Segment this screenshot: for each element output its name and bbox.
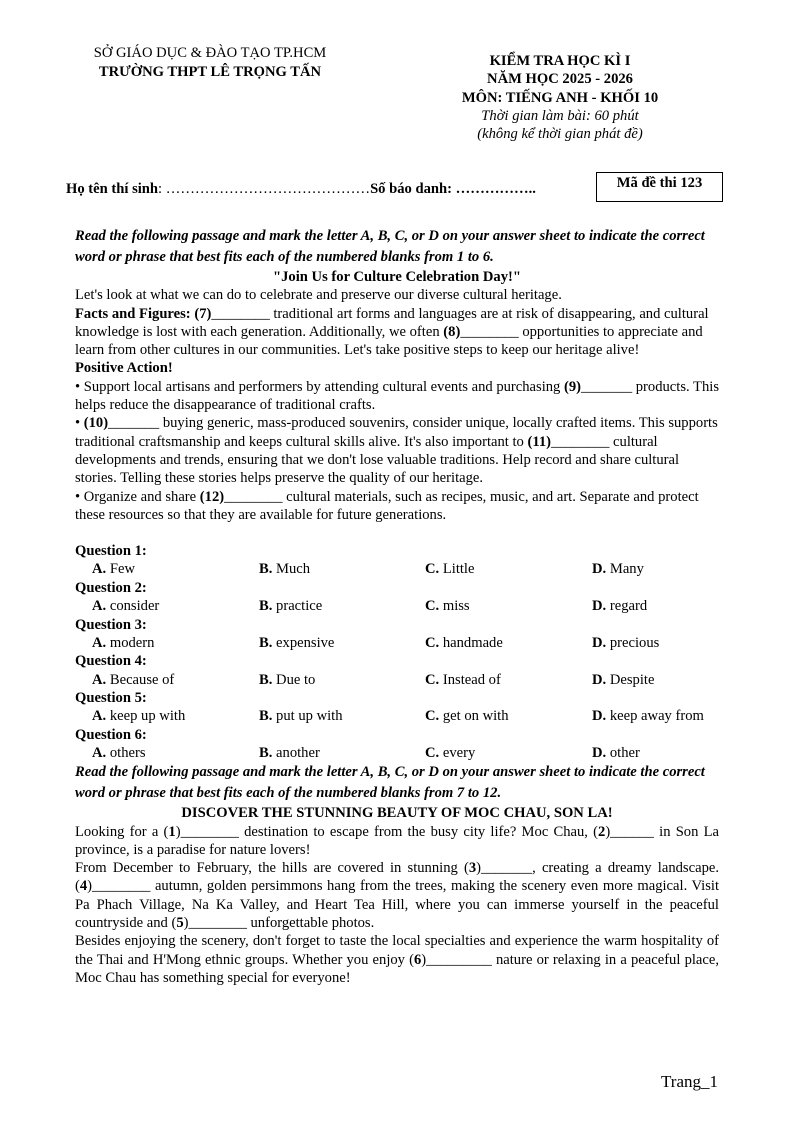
school-year: NĂM HỌC 2025 - 2026	[487, 71, 633, 88]
question-label: Question 6:	[75, 726, 147, 743]
question-block	[75, 726, 719, 763]
part2-paragraph-2: From December to February, the hills are covered in stunning (3)_______, creating a dreamy landscape. (4)________ autumn, golden persimmons hang from the trees, making the scenery even more magical. Visit Pa Phach Village, Na Ka Valley, and Heart Tea Hill, where you can immerse yourself in the peaceful countryside and (5)________ unforgettable photos.	[75, 860, 719, 932]
exam-subject: MÔN: TIẾNG ANH - KHỐI 10	[461, 89, 659, 106]
question-block	[75, 652, 719, 689]
option-b[interactable]: B. another	[259, 744, 320, 761]
blank-11: (11)	[527, 433, 552, 450]
department-name: SỞ GIÁO DỤC & ĐÀO TẠO TP.HCM	[93, 45, 327, 61]
exam-time-note: (không kể thời gian phát đề)	[477, 126, 643, 143]
exam-header	[400, 52, 720, 143]
option-d[interactable]: D. Despite	[592, 671, 655, 688]
option-a[interactable]: A. Few	[92, 561, 135, 578]
blank-9: (9)	[564, 378, 582, 395]
positive-action-label: Positive Action!	[75, 360, 173, 377]
blank-6: 6	[413, 951, 422, 968]
bullet-1-text-b: _______ products. This helps reduce the disappearance of traditional crafts.	[75, 378, 719, 414]
question-block	[75, 542, 719, 579]
bullet-1	[75, 378, 719, 415]
question-block	[75, 579, 719, 616]
school-header	[70, 44, 350, 81]
option-a[interactable]: A. Because of	[92, 671, 175, 688]
facts-text-2: ________ opportunities to appreciate and learn from other cultures in our communities. Let's take positive steps to keep our heritage alive!	[75, 323, 703, 359]
exam-time: Thời gian làm bài: 60 phút	[481, 107, 639, 124]
option-c[interactable]: C. get on with	[425, 708, 509, 725]
exam-content	[75, 226, 719, 987]
question-label: Question 1:	[75, 543, 147, 560]
question-label: Question 3:	[75, 616, 147, 633]
question-label: Question 4:	[75, 653, 147, 670]
bullet-1-text-a: • Support local artisans and performers by attending cultural events and purchasing	[75, 378, 564, 395]
option-d[interactable]: D. keep away from	[592, 708, 704, 725]
blank-2: 2	[598, 823, 606, 840]
blank-12: (12)	[199, 488, 225, 505]
part1-intro: Let's look at what we can do to celebrate and preserve our diverse cultural heritage.	[75, 287, 562, 304]
option-a[interactable]: A. modern	[92, 634, 155, 651]
option-b[interactable]: B. expensive	[259, 634, 335, 651]
question-label: Question 5:	[75, 689, 147, 706]
bullet-2-text-b: ________ cultural developments and trends, ensuring that we don't lose valuable traditions. Help record and share cultural stories. Telling these stories helps preserve the quality of our heritage.	[75, 433, 680, 487]
option-row	[75, 560, 719, 578]
blank-5: 5	[176, 915, 184, 932]
part2-title: DISCOVER THE STUNNING BEAUTY OF MOC CHAU, SON LA!	[181, 805, 613, 822]
blank-10: (10)	[83, 415, 109, 432]
student-info-line	[66, 180, 606, 198]
part1-title: "Join Us for Culture Celebration Day!"	[273, 269, 521, 285]
option-a[interactable]: A. keep up with	[92, 708, 186, 725]
option-b[interactable]: B. put up with	[259, 708, 343, 725]
option-b[interactable]: B. Much	[259, 561, 311, 578]
bullet-2-marker: •	[75, 415, 84, 432]
bullet-2	[75, 414, 719, 487]
option-d[interactable]: D. other	[592, 744, 640, 761]
option-c[interactable]: C. handmade	[425, 634, 503, 651]
bullet-3	[75, 488, 719, 525]
blank-3: 3	[468, 860, 477, 877]
student-id-label: Số báo danh: ……………..	[370, 181, 536, 197]
part1-facts	[75, 305, 719, 360]
blank-8: (8)	[443, 323, 461, 340]
option-a[interactable]: A. consider	[92, 598, 160, 615]
option-row	[75, 634, 719, 652]
option-c[interactable]: C. miss	[425, 598, 470, 615]
option-d[interactable]: D. regard	[592, 598, 648, 615]
bullet-2-text-a: _______ buying generic, mass-produced souvenirs, consider unique, locally crafted items. This supports traditional craftsmanship and keeps cultural skills alive. It's also important to	[75, 415, 718, 450]
student-name-label: Họ tên thí sinh	[66, 181, 159, 197]
part2-paragraph-1: Looking for a (1)________ destination to escape from the busy city life? Moc Chau, (2)______ in Son La province, is a paradise for nature lovers!	[75, 823, 719, 858]
option-c[interactable]: C. Instead of	[425, 671, 501, 688]
student-name-dots: : ……………………………………	[158, 181, 371, 197]
option-row	[75, 707, 719, 725]
option-b[interactable]: B. Due to	[259, 671, 316, 688]
option-row	[75, 744, 719, 762]
blank-4: 4	[79, 878, 88, 895]
blank-7: (7)	[194, 305, 212, 322]
part2-paragraph-3: Besides enjoying the scenery, don't forget to taste the local specialties and experience the warm hospitality of the Thai and H'Mong ethnic groups. Whether you enjoy (6)_________ nature or relaxing in a peaceful place, Moc Chau has something special for everyone!	[75, 933, 719, 986]
option-d[interactable]: D. precious	[592, 634, 660, 651]
exam-title: KIỂM TRA HỌC KÌ I	[489, 53, 631, 69]
option-d[interactable]: D. Many	[592, 561, 644, 578]
option-row	[75, 671, 719, 689]
question-block	[75, 616, 719, 653]
part1-instruction: Read the following passage and mark the letter A, B, C, or D on your answer sheet to indicate the correct word or phrase that best fits each of the numbered blanks from 1 to 6.	[75, 228, 705, 265]
facts-label: Facts and Figures:	[75, 305, 191, 322]
page-number: Trang_1	[661, 1072, 718, 1091]
option-c[interactable]: C. every	[425, 744, 476, 761]
option-b[interactable]: B. practice	[259, 598, 323, 615]
bullet-3-text-a: • Organize and share	[75, 488, 200, 505]
part2-instruction: Read the following passage and mark the letter A, B, C, or D on your answer sheet to indicate the correct word or phrase that best fits each of the numbered blanks from 7 to 12.	[75, 764, 705, 802]
option-c[interactable]: C. Little	[425, 561, 475, 578]
question-list	[75, 542, 719, 762]
school-name: TRƯỜNG THPT LÊ TRỌNG TẤN	[98, 63, 322, 80]
option-row	[75, 597, 719, 615]
question-label: Question 2:	[75, 579, 147, 596]
spacer	[75, 524, 719, 542]
blank-1: 1	[168, 823, 176, 840]
option-a[interactable]: A. others	[92, 744, 146, 761]
bullet-3-text-b: ________ cultural materials, such as recipes, music, and art. Separate and protect these resources so that they are available for future generations.	[75, 488, 699, 523]
facts-text-1: ________ traditional art forms and languages are at risk of disappearing, and cultural knowledge is lost with each generation. Additionally, we often	[75, 305, 709, 340]
exam-code-box: Mã đề thi 123	[596, 172, 723, 202]
question-block	[75, 689, 719, 726]
